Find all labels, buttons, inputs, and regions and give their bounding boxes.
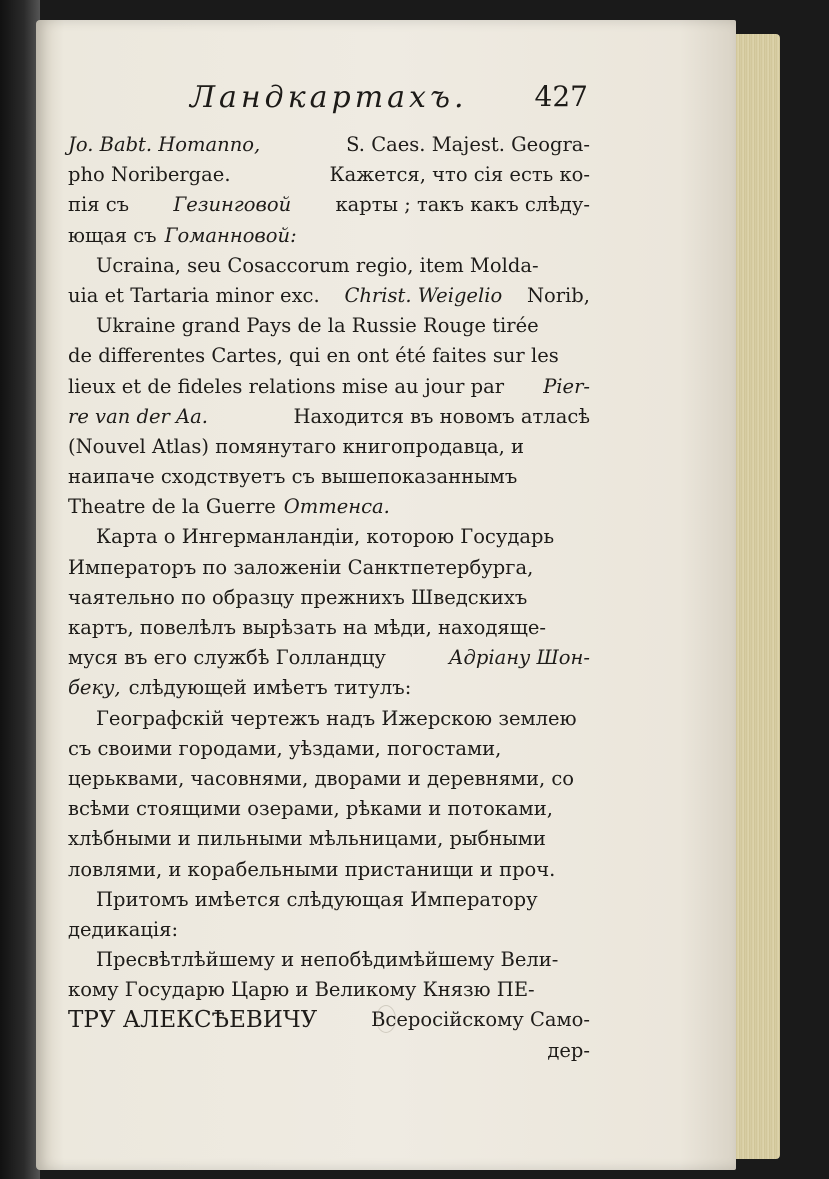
text-run-italic: Оттенса. <box>283 495 390 519</box>
text-run: S. Caes. Majest. Geogra- <box>346 133 590 156</box>
text-line <box>68 855 590 885</box>
text-run: наипаче сходствуетъ съ вышепоказаннымъ <box>68 465 518 489</box>
text-run: uia et Tartaria minor exc. <box>68 283 320 307</box>
text-line <box>68 794 590 824</box>
text-run: Ukraine grand Pays de la Russie Rouge tirée <box>96 314 539 338</box>
text-line <box>68 553 590 583</box>
text-line <box>68 402 590 432</box>
running-head <box>190 80 610 120</box>
text-run: lieux et de fideles relations mise au jour par <box>68 374 505 398</box>
text-run: (Nouvel Atlas) помянутаго книгопродавца, и <box>68 434 524 458</box>
text-run: чаятельно по образцу прежнихъ Шведскихъ <box>68 585 528 609</box>
text-line <box>68 130 590 160</box>
text-run: Императоръ по заложеніи Санктпетербурга, <box>68 555 534 579</box>
text-run: pho Noribergae. <box>68 163 231 187</box>
text-line <box>68 764 590 794</box>
text-line <box>68 221 590 251</box>
text-run: Находится въ новомъ атласѣ <box>293 404 590 428</box>
text-line <box>68 885 590 915</box>
text-run-italic: Jo. Babt. Homanno, <box>68 133 261 156</box>
text-line <box>68 372 590 402</box>
text-run-large: ТРУ АЛЕКСѢЕВИЧУ <box>68 1007 318 1034</box>
page-number: 427 <box>534 80 588 113</box>
text-line <box>68 915 590 945</box>
text-run-italic: re van der Aa. <box>68 404 208 428</box>
text-line <box>68 613 590 643</box>
text-run: всѣми стоящими озерами, рѣками и потоками, <box>68 797 553 821</box>
text-line <box>68 281 590 311</box>
text-line <box>68 432 590 462</box>
text-line <box>68 311 590 341</box>
text-line <box>68 975 590 1005</box>
text-run: de differentes Cartes, qui en ont été faites sur les <box>68 344 559 368</box>
text-run: Theatre de la Guerre <box>68 495 276 519</box>
text-run: съ своими городами, уѣздами, погостами, <box>68 736 502 760</box>
text-run: Ucraina, seu Cosaccorum regio, item Molda- <box>96 253 539 277</box>
text-line <box>68 492 590 522</box>
text-run-italic: Адріану Шон- <box>448 646 590 670</box>
text-run: Притомъ имѣется слѣдующая Императору <box>96 887 538 911</box>
text-line <box>68 1036 590 1066</box>
text-run: Norib, <box>526 283 590 307</box>
text-run: церьквами, часовнями, дворами и деревнями, со <box>68 766 575 790</box>
text-line <box>68 704 590 734</box>
text-run: кому Государю Царю и Великому Князю ПЕ- <box>68 978 535 1002</box>
text-line <box>68 462 590 492</box>
text-line <box>68 673 590 703</box>
text-line <box>68 341 590 371</box>
text-line <box>68 643 590 673</box>
text-run-italic: беку, <box>68 676 121 700</box>
text-line <box>68 583 590 613</box>
text-run: Всеросійскому Само- <box>371 1008 590 1032</box>
text-line <box>68 160 590 190</box>
text-line <box>68 251 590 281</box>
text-line <box>68 1005 590 1035</box>
text-run: слѣдующей имѣетъ титулъ: <box>128 676 412 700</box>
text-run-italic: Гоманновой: <box>164 223 297 247</box>
text-line <box>68 734 590 764</box>
paper-blemish <box>376 1005 396 1033</box>
text-run: пія съ <box>68 193 130 217</box>
text-run: Карта о Ингерманландіи, которою Государь <box>96 525 555 549</box>
text-run: ловлями, и корабельными пристанищи и проч. <box>68 857 556 881</box>
book-spine-shadow <box>0 0 40 1179</box>
text-run: Кажется, что сія есть ко- <box>329 163 590 187</box>
text-run: ющая съ <box>68 223 157 247</box>
text-run: дедикація: <box>68 917 179 941</box>
text-line <box>68 824 590 854</box>
text-run: муся въ его службѣ Голландцу <box>68 646 386 670</box>
text-run: Пресвѣтлѣйшему и непобѣдимѣйшему Вели- <box>96 948 559 972</box>
text-run: карты ; такъ какъ слѣду- <box>335 193 590 217</box>
text-run-italic: Pier- <box>543 374 590 398</box>
text-run: картъ, повелѣлъ вырѣзать на мѣди, находяще- <box>68 616 546 639</box>
body-text <box>68 130 590 1066</box>
text-line <box>68 190 590 220</box>
text-run: хлѣбными и пильными мѣльницами, рыбными <box>68 827 546 851</box>
text-line <box>68 945 590 975</box>
text-line <box>68 522 590 552</box>
running-title: Ландкартахъ. <box>190 80 468 115</box>
text-run-italic: Christ. Weigelio <box>344 283 503 307</box>
text-run: Географскій чертежъ надъ Ижерскою землею <box>96 706 577 730</box>
catchword: дер- <box>547 1038 590 1062</box>
text-run-italic: Гезинговой <box>173 193 292 217</box>
